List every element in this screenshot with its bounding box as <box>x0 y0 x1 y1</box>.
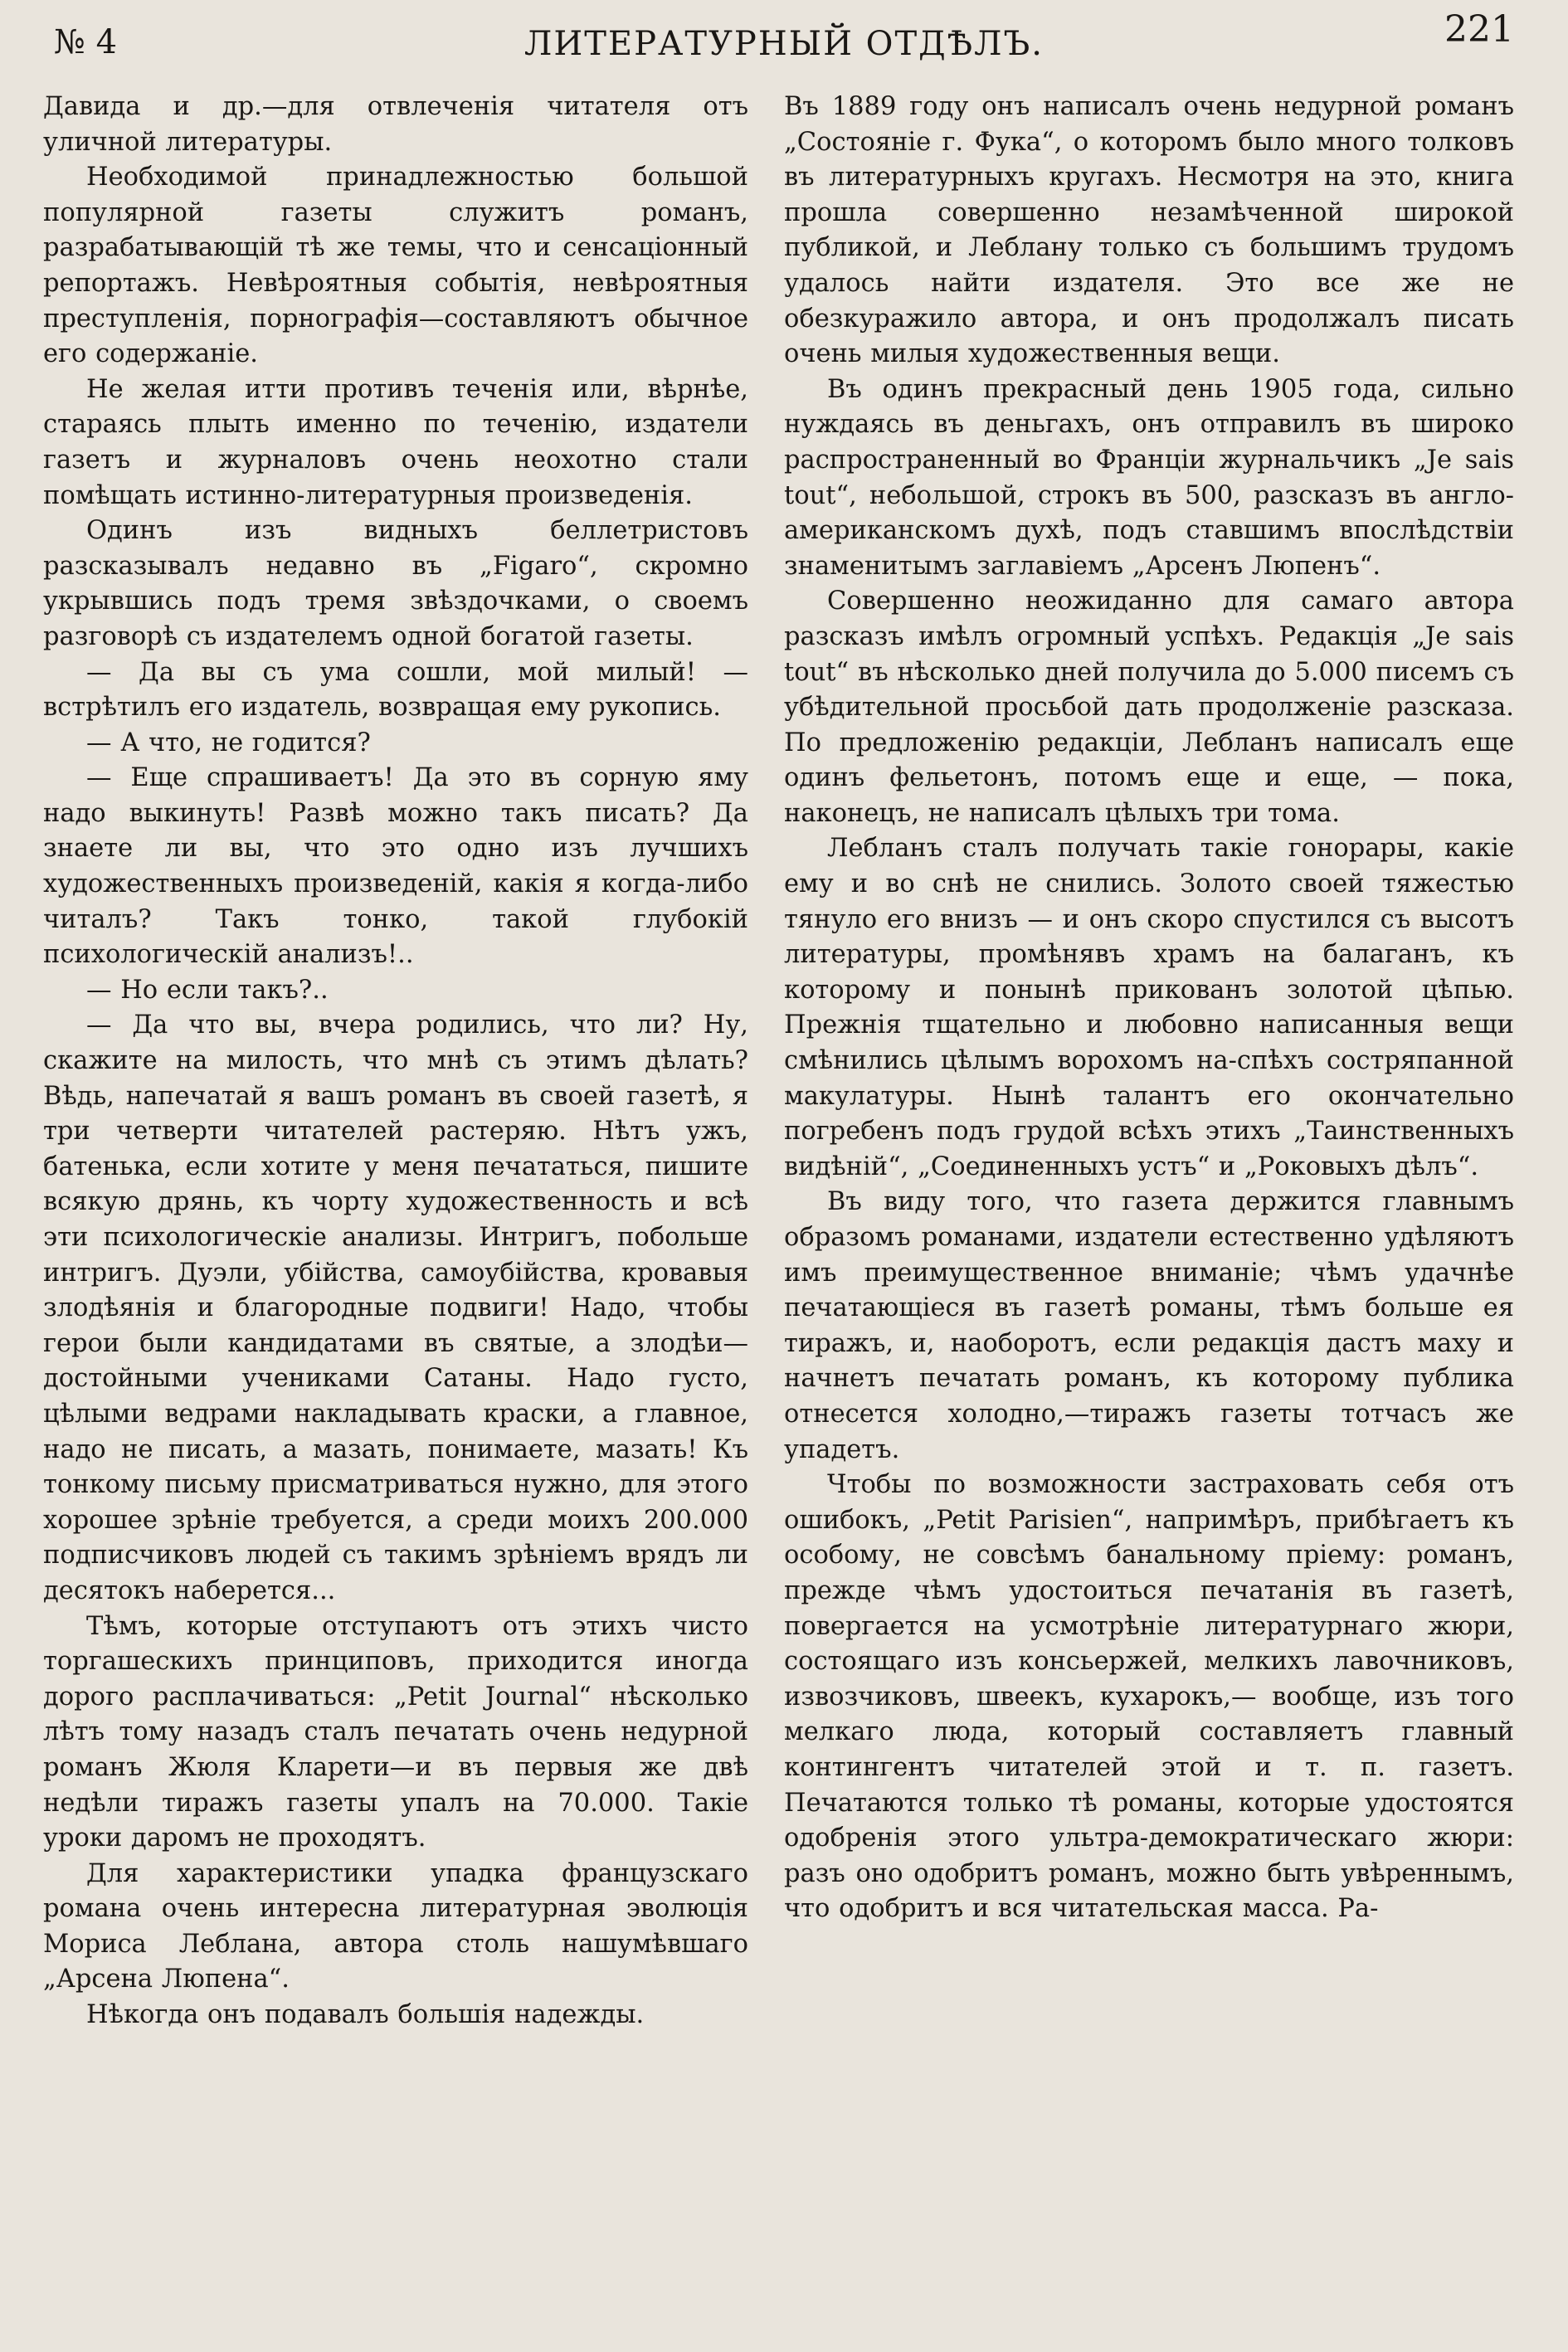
dialogue-paragraph: — Да что вы, вчера родились, что ли? Ну, скажите на милость, что мнѣ съ этимъ дѣлать? Вѣдь, напечатай я вашъ романъ въ своей газетѣ, я три четверти читателей растеряю. Нѣтъ ужъ, батенька, если хотите у меня печататься, пишите всякую дрянь, къ чорту художественность и всѣ эти психологическіе анализы. Интригъ, побольше интригъ. Дуэли, убійства, самоубійства, кровавыя злодѣянія и благородные подвиги! Надо, чтобы герои были кандидатами въ святые, а злодѣи—достойными учениками Сатаны. Надо густо, цѣлыми ведрами накладывать краски, а главное, надо не писать, а мазать, понимаете, мазать! Къ тонкому письму присматриваться нужно, для этого хорошее зрѣніе требуется, а среди моихъ 200.000 подписчиковъ людей съ такимъ зрѣніемъ врядъ ли десятокъ наберется... <box>43 1010 748 1605</box>
paragraph: Въ одинъ прекрасный день 1905 года, сильно нуждаясь въ деньгахъ, онъ отправилъ въ широко распространенный во Франціи журнальчикъ „Je sais tout“, небольшой, строкъ въ 500, разсказъ въ англо-американскомъ духѣ, подъ ставшимъ впослѣдствіи знаменитымъ заглавіемъ „Арсенъ Люпенъ“. <box>784 374 1514 581</box>
dialogue-paragraph: — Но если такъ?.. <box>86 975 329 1005</box>
dialogue-paragraph: — А что, не годится? <box>86 728 371 757</box>
section-title: ЛИТЕРАТУРНЫЙ ОТДѢЛЪ. <box>523 25 1044 63</box>
issue-number: № 4 <box>54 23 118 61</box>
paragraph: Необходимой принадлежностью большой популярной газеты служитъ романъ, разрабатывающій тѣ же темы, что и сенсаціонный репортажъ. Невѣроятныя событія, невѣроятныя преступленія, порнографія—составляютъ обычное его содержаніе. <box>43 163 748 369</box>
paragraph: Тѣмъ, которые отступаютъ отъ этихъ чисто торгашескихъ принциповъ, приходится иногда дорого расплачиваться: „Petit Journal“ нѣсколько лѣтъ тому назадъ сталъ печатать очень недурной романъ Жюля Кларети—и въ первыя же двѣ недѣли тиражъ газеты упалъ на 70.000. Такіе уроки даромъ не проходятъ. <box>43 1611 748 1853</box>
paragraph: Давида и др.—для отвлеченія читателя отъ уличной литературы. <box>43 92 748 157</box>
page-header <box>54 8 1514 66</box>
left-column <box>43 90 748 2330</box>
dialogue-paragraph: — Да вы съ ума сошли, мой милый! — встрѣтилъ его издатель, возвращая ему рукопись. <box>43 657 748 723</box>
paragraph: Въ виду того, что газета держится главнымъ образомъ романами, издатели естественно удѣляютъ имъ преимущественное вниманіе; чѣмъ удачнѣе печатающіеся въ газетѣ романы, тѣмъ больше ея тиражъ, и, наоборотъ, если редакція дастъ маху и начнетъ печатать романъ, къ которому публика отнесется холодно,—тиражъ газеты тотчасъ же упадетъ. <box>784 1187 1514 1464</box>
right-column <box>784 90 1514 2330</box>
paragraph: Совершенно неожиданно для самаго автора разсказъ имѣлъ огромный успѣхъ. Редакція „Je sais tout“ въ нѣсколько дней получила до 5.000 писемъ съ убѣдительной просьбой дать продолженіе разсказа. По предложенію редакціи, Лебланъ написалъ еще одинъ фельетонъ, потомъ еще и еще, — пока, наконецъ, не написалъ цѣлыхъ три тома. <box>784 587 1514 828</box>
paragraph: Не желая итти противъ теченія или, вѣрнѣе, стараясь плыть именно по теченію, издатели газетъ и журналовъ очень неохотно стали помѣщать истинно-литературныя произведенія. <box>43 374 748 510</box>
paragraph: Чтобы по возможности застраховать себя отъ ошибокъ, „Petit Parisien“, напримѣръ, прибѣгаетъ къ особому, не совсѣмъ банальному пріему: романъ, прежде чѣмъ удостоиться печатанія въ газетѣ, повергается на усмотрѣніе литературнаго жюри, состоящаго изъ консьержей, мелкихъ лавочниковъ, извозчиковъ, швеекъ, кухарокъ,— вообще, изъ того мелкаго люда, который составляетъ главный контингентъ читателей этой и т. п. газетъ. Печатаются только тѣ романы, которые удостоятся одобренія этого ультра-демократическаго жюри: разъ оно одобритъ романъ, можно быть увѣреннымъ, что одобритъ и вся читательская масса. Ра- <box>784 1470 1514 1924</box>
dialogue-paragraph: — Еще спрашиваетъ! Да это въ сорную яму надо выкинуть! Развѣ можно такъ писать? Да знаете ли вы, что это одно изъ лучшихъ художественныхъ произведеній, какія я когда-либо читалъ? Такъ тонко, такой глубокій психологическій анализъ!.. <box>43 763 748 970</box>
paragraph: Въ 1889 году онъ написалъ очень недурной романъ „Состояніе г. Фука“, о которомъ было много толковъ въ литературныхъ кругахъ. Несмотря на это, книга прошла совершенно незамѣченной широкой публикой, и Леблану только съ большимъ трудомъ удалось найти издателя. Это все же не обезкуражило автора, и онъ продолжалъ писать очень милыя художественныя вещи. <box>784 92 1514 369</box>
paragraph: Лебланъ сталъ получать такіе гонорары, какіе ему и во снѣ не снились. Золото своей тяжестью тянуло его внизъ — и онъ скоро спустился съ высотъ литературы, промѣнявъ храмъ на балаганъ, къ которому и понынѣ прикованъ золотой цѣпью. Прежнія тщательно и любовно написанныя вещи смѣнились цѣлымъ ворохомъ на-спѣхъ состряпанной макулатуры. Нынѣ талантъ его окончательно погребенъ подъ грудой всѣхъ этихъ „Таинственныхъ видѣній“, „Соединенныхъ устъ“ и „Роковыхъ дѣлъ“. <box>784 834 1514 1181</box>
paragraph: Одинъ изъ видныхъ беллетристовъ разсказывалъ недавно въ „Figaro“, скромно укрывшись подъ тремя звѣздочками, о своемъ разговорѣ съ издателемъ одной богатой газеты. <box>43 516 748 651</box>
page-number: 221 <box>1444 8 1514 51</box>
paragraph: Нѣкогда онъ подавалъ большія надежды. <box>86 2000 645 2030</box>
paragraph: Для характеристики упадка французскаго романа очень интересна литературная эволюція Мориса Леблана, автора столь нашумѣвшаго „Арсена Люпена“. <box>43 1858 748 1994</box>
